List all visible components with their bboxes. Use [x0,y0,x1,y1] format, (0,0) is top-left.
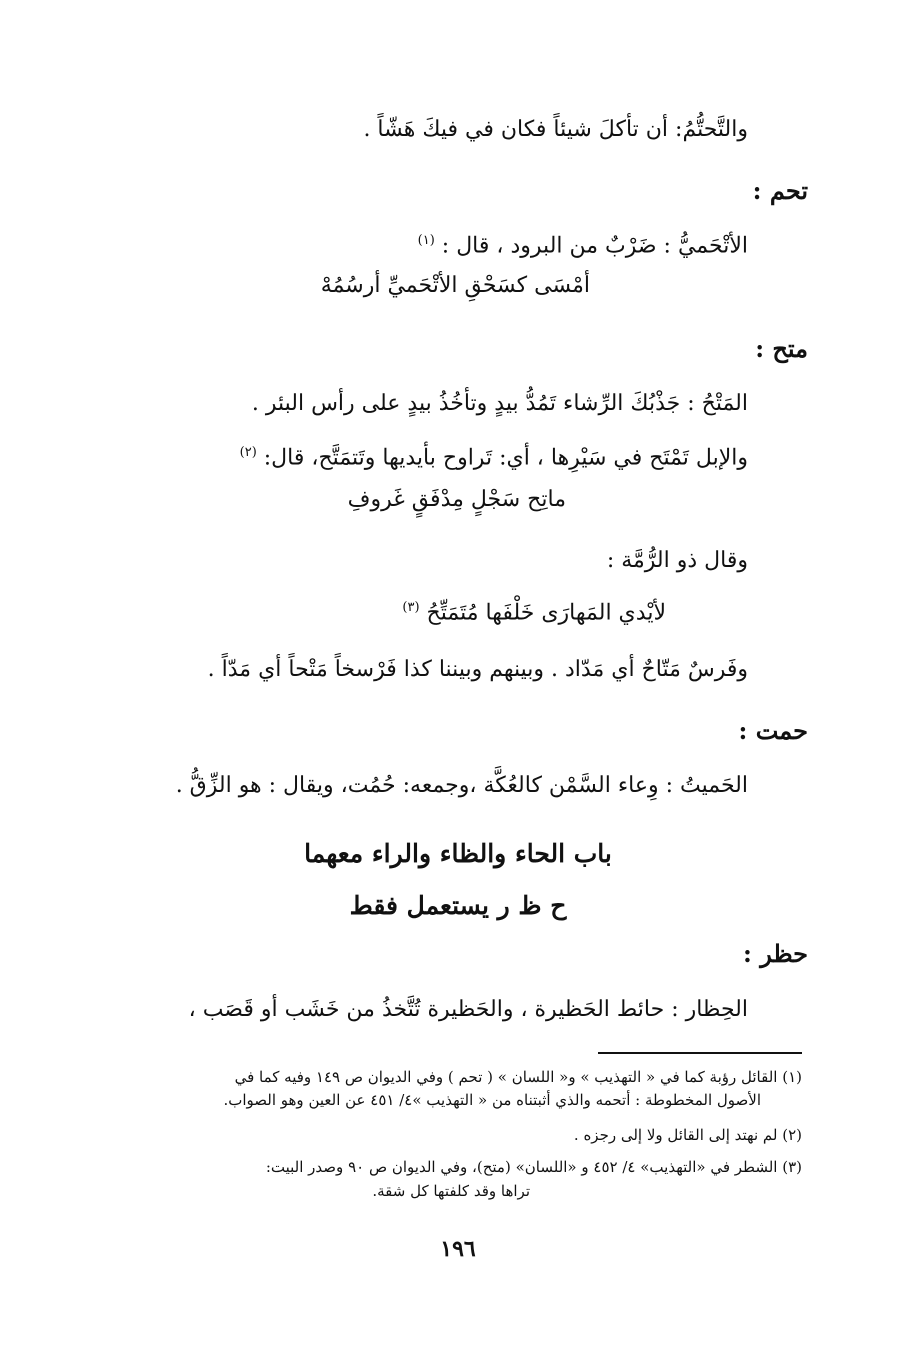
chapter-title: باب الحاء والظاء والراء معهما [304,839,612,868]
page-number: ١٩٦ [440,1236,476,1262]
entry-heading-taham: تحم : [752,176,808,205]
entry-heading-hazar: حظر : [743,939,808,968]
text-line-3: المَتْحُ : جَذْبُكَ الرِّشاء تَمُدُّ بيدٍ وتأخُذُ بيدٍ على رأس البئر . [251,391,748,416]
verse-3-body: لأيْدي المَهارَى خَلْفَها مُتَمَتِّحُ [426,600,666,626]
footnote-3-line-2: تراها وقد كلفتها كل شقة. [372,1182,530,1200]
text-line-4-body: والإبل تَمْتَح في سَيْرِها ، أي: تَراوح بأيديها وتَتمَتَّح، قال: [263,445,748,471]
footnote-1-line-1: (١) القائل رؤبة كما في « التهذيب » و« اللسان » ( تحم ) وفي الديوان ص ١٤٩ وفيه كما في [234,1068,802,1086]
verse-2: ماتِح سَجْلٍ مِدْفَقٍ غَروفِ [347,487,566,512]
footnote-divider [598,1052,802,1054]
text-line-7: الحَميتُ : وِعاء السَّمْن كالعُكَّة ،وجمعه: حُمُت، ويقال : هو الزِّقُّ . [175,773,748,798]
text-line-1: والتَّحتُّمُ: أن تأكلَ شيئاً فكان في فيكَ هَشّاً . [363,117,748,142]
footnote-ref-3: (٣) [402,600,420,615]
verse-1: أمْسَى كسَحْقِ الأتْحَميِّ أرسُمُهْ [320,273,590,298]
text-line-2-body: الأتْحَميُّ : ضَرْبٌ من البرود ، قال : [441,233,748,259]
entry-heading-hamat: حمت : [738,716,808,745]
footnote-3-line-1: (٣) الشطر في «التهذيب» ٤/ ٤٥٢ و «اللسان» (متح)، وفي الديوان ص ٩٠ وصدر البيت: [265,1158,802,1176]
footnote-ref-1: (١) [417,233,435,248]
text-line-8: الحِظار : حائط الحَظيرة ، والحَظيرة تُتَّخذُ من خَشَب أو قَصَب ، [188,997,748,1022]
footnote-2: (٢) لم نهتد إلى القائل ولا إلى رجزه . [573,1126,802,1144]
chapter-subtitle: ح ظ ر يستعمل فقط [349,891,567,920]
entry-heading-matah: متح : [755,334,808,363]
text-line-6: وفَرسٌ مَتّاحٌ أي مَدّاد . وبينهم وبيننا كذا فَرْسخاً مَتْحاً أي مَدّاً . [207,657,748,682]
footnote-ref-2: (٢) [239,445,257,460]
verse-3 [402,592,666,629]
text-line-2 [418,225,748,262]
text-line-4 [240,437,748,474]
text-line-5: وقال ذو الرُّمَّة : [606,548,748,573]
footnote-1-line-2: الأصول المخطوطة : أتحمه والذي أثبتناه من « التهذيب »٤/ ٤٥١ عن العين وهو الصواب. [223,1091,761,1109]
